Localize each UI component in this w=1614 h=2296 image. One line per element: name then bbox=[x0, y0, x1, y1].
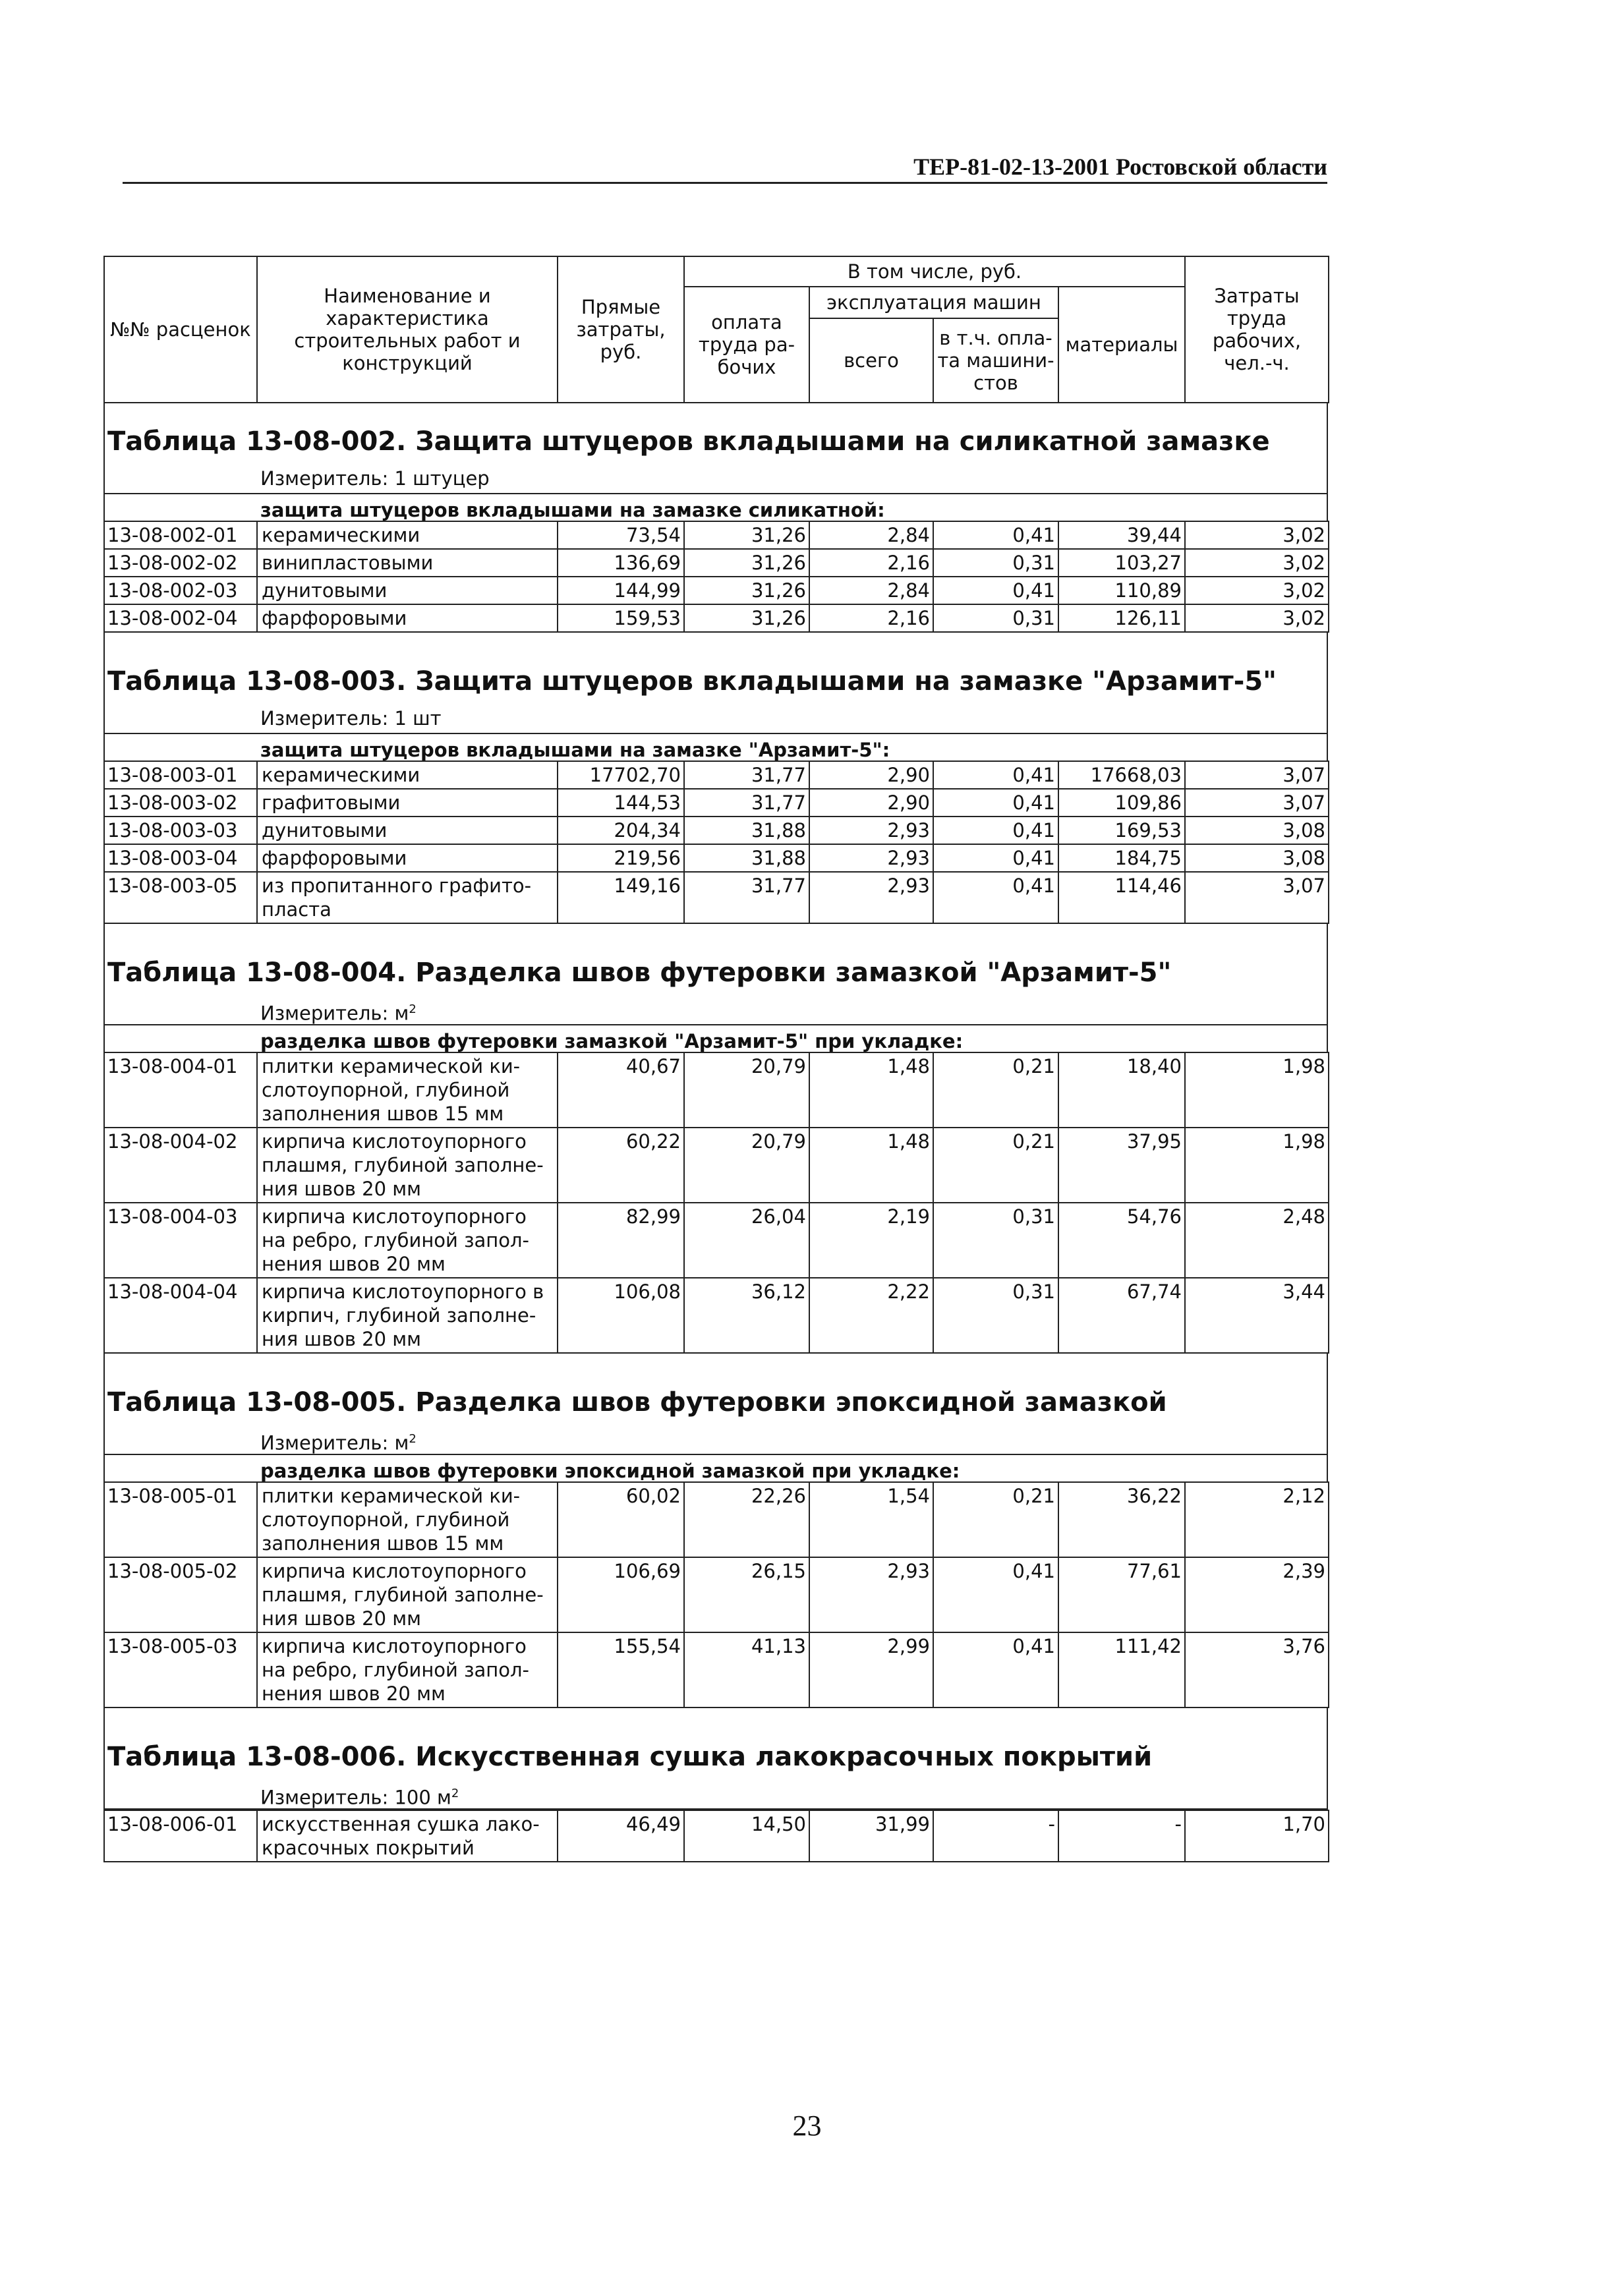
work-name-cell: кирпича кислотоупорного плашмя, глубиной заполне-ния швов 20 мм bbox=[257, 1128, 558, 1203]
machines-pay-cell: 0,41 bbox=[933, 872, 1058, 923]
machines-total-cell: 2,93 bbox=[809, 844, 933, 872]
table-row bbox=[104, 577, 1329, 604]
labor-pay-cell: 41,13 bbox=[684, 1632, 809, 1708]
materials-cell: 110,89 bbox=[1058, 577, 1185, 604]
meter-text: Измеритель: м bbox=[260, 1002, 409, 1025]
work-name-cell: винипластовыми bbox=[257, 549, 558, 577]
labor-hours-cell: 3,08 bbox=[1185, 817, 1329, 844]
direct-costs-cell: 60,22 bbox=[558, 1128, 684, 1203]
section-group-heading: разделка швов футеровки замазкой "Арзамит-5" при укладке: bbox=[103, 1025, 1328, 1052]
header-labor-pay: оплата труда ра-бочих bbox=[684, 287, 809, 403]
machines-total-cell: 2,19 bbox=[809, 1203, 933, 1278]
table-row bbox=[104, 761, 1329, 789]
rate-code-cell: 13-08-003-02 bbox=[104, 789, 257, 817]
direct-costs-cell: 219,56 bbox=[558, 844, 684, 872]
direct-costs-cell: 204,34 bbox=[558, 817, 684, 844]
machines-pay-cell: 0,31 bbox=[933, 604, 1058, 632]
section-gap bbox=[103, 1354, 1328, 1380]
rate-code-cell: 13-08-005-01 bbox=[104, 1482, 257, 1557]
header-machines: эксплуатация машин bbox=[809, 287, 1058, 318]
table-row bbox=[104, 789, 1329, 817]
section-gap bbox=[103, 633, 1328, 659]
machines-pay-cell: 0,41 bbox=[933, 521, 1058, 549]
labor-pay-cell: 31,77 bbox=[684, 872, 809, 923]
table-row bbox=[104, 872, 1329, 923]
machines-total-cell: 1,48 bbox=[809, 1052, 933, 1128]
machines-total-cell: 2,93 bbox=[809, 872, 933, 923]
work-name-cell: плитки керамической ки-слотоупорной, глубиной заполнения швов 15 мм bbox=[257, 1482, 558, 1557]
machines-total-cell: 1,54 bbox=[809, 1482, 933, 1557]
rates-table bbox=[103, 1481, 1329, 1708]
machines-total-cell: 2,84 bbox=[809, 577, 933, 604]
direct-costs-cell: 144,99 bbox=[558, 577, 684, 604]
table-row bbox=[104, 1632, 1329, 1708]
table-row bbox=[104, 1052, 1329, 1128]
labor-pay-cell: 31,88 bbox=[684, 844, 809, 872]
section-meter bbox=[103, 464, 1328, 494]
section-group-heading: разделка швов футеровки эпоксидной замазкой при укладке: bbox=[103, 1455, 1328, 1481]
machines-pay-cell: 0,41 bbox=[933, 844, 1058, 872]
labor-hours-cell: 1,70 bbox=[1185, 1810, 1329, 1862]
rate-code-cell: 13-08-002-02 bbox=[104, 549, 257, 577]
machines-total-cell: 2,16 bbox=[809, 604, 933, 632]
header-including: В том числе, руб. bbox=[684, 256, 1185, 287]
rate-code-cell: 13-08-006-01 bbox=[104, 1810, 257, 1862]
labor-hours-cell: 2,39 bbox=[1185, 1557, 1329, 1632]
labor-hours-cell: 3,76 bbox=[1185, 1632, 1329, 1708]
rate-code-cell: 13-08-004-03 bbox=[104, 1203, 257, 1278]
rates-table bbox=[103, 1810, 1329, 1862]
table-row bbox=[104, 844, 1329, 872]
running-header bbox=[123, 153, 1327, 184]
page-number: 23 bbox=[792, 2109, 822, 2142]
header-name: Наименование и характеристика строительных работ и конструкций bbox=[257, 256, 558, 403]
section-gap bbox=[103, 1708, 1328, 1735]
machines-total-cell: 31,99 bbox=[809, 1810, 933, 1862]
labor-hours-cell: 3,07 bbox=[1185, 761, 1329, 789]
rate-code-cell: 13-08-003-04 bbox=[104, 844, 257, 872]
labor-pay-cell: 14,50 bbox=[684, 1810, 809, 1862]
labor-pay-cell: 31,26 bbox=[684, 549, 809, 577]
rate-code-cell: 13-08-002-01 bbox=[104, 521, 257, 549]
labor-hours-cell: 2,48 bbox=[1185, 1203, 1329, 1278]
table-row bbox=[104, 1810, 1329, 1862]
materials-cell: 17668,03 bbox=[1058, 761, 1185, 789]
labor-pay-cell: 31,26 bbox=[684, 577, 809, 604]
materials-cell: 39,44 bbox=[1058, 521, 1185, 549]
machines-pay-cell: 0,21 bbox=[933, 1052, 1058, 1128]
work-name-cell: фарфоровыми bbox=[257, 604, 558, 632]
direct-costs-cell: 155,54 bbox=[558, 1632, 684, 1708]
section-title: Таблица 13-08-006. Искусственная сушка лакокрасочных покрытий bbox=[103, 1735, 1328, 1779]
machines-total-cell: 2,90 bbox=[809, 789, 933, 817]
labor-hours-cell: 2,12 bbox=[1185, 1482, 1329, 1557]
header-machines-pay: в т.ч. опла-та машини-стов bbox=[933, 318, 1058, 403]
machines-pay-cell: 0,31 bbox=[933, 1278, 1058, 1353]
rate-code-cell: 13-08-005-02 bbox=[104, 1557, 257, 1632]
labor-hours-cell: 3,02 bbox=[1185, 549, 1329, 577]
header-labor-cost: Затраты труда рабочих, чел.-ч. bbox=[1185, 256, 1329, 403]
running-header-text: ТЕР-81-02-13-2001 Ростовской области bbox=[913, 154, 1327, 180]
materials-cell: 184,75 bbox=[1058, 844, 1185, 872]
materials-cell: 18,40 bbox=[1058, 1052, 1185, 1128]
direct-costs-cell: 136,69 bbox=[558, 549, 684, 577]
work-name-cell: фарфоровыми bbox=[257, 844, 558, 872]
labor-pay-cell: 31,77 bbox=[684, 761, 809, 789]
rate-code-cell: 13-08-005-03 bbox=[104, 1632, 257, 1708]
machines-pay-cell: 0,41 bbox=[933, 1632, 1058, 1708]
machines-pay-cell: 0,41 bbox=[933, 761, 1058, 789]
meter-text: Измеритель: м bbox=[260, 1431, 409, 1454]
materials-cell: 109,86 bbox=[1058, 789, 1185, 817]
machines-total-cell: 2,93 bbox=[809, 1557, 933, 1632]
section-meter bbox=[103, 1779, 1328, 1810]
rate-code-cell: 13-08-004-02 bbox=[104, 1128, 257, 1203]
labor-pay-cell: 31,88 bbox=[684, 817, 809, 844]
labor-pay-cell: 31,26 bbox=[684, 521, 809, 549]
meter-text: Измеритель: 1 шт bbox=[260, 707, 442, 730]
table-row bbox=[104, 549, 1329, 577]
rate-code-cell: 13-08-002-03 bbox=[104, 577, 257, 604]
labor-hours-cell: 3,02 bbox=[1185, 577, 1329, 604]
meter-text: Измеритель: 100 м bbox=[260, 1786, 451, 1809]
table-row bbox=[104, 1203, 1329, 1278]
materials-cell: 169,53 bbox=[1058, 817, 1185, 844]
materials-cell: 77,61 bbox=[1058, 1557, 1185, 1632]
labor-pay-cell: 36,12 bbox=[684, 1278, 809, 1353]
rates-table bbox=[103, 521, 1329, 633]
materials-cell: 114,46 bbox=[1058, 872, 1185, 923]
rate-code-cell: 13-08-004-04 bbox=[104, 1278, 257, 1353]
table-row bbox=[104, 817, 1329, 844]
machines-pay-cell: 0,41 bbox=[933, 817, 1058, 844]
materials-cell: 111,42 bbox=[1058, 1632, 1185, 1708]
machines-total-cell: 2,93 bbox=[809, 817, 933, 844]
work-name-cell: из пропитанного графито-пласта bbox=[257, 872, 558, 923]
section-gap bbox=[103, 924, 1328, 950]
materials-cell: 54,76 bbox=[1058, 1203, 1185, 1278]
work-name-cell: кирпича кислотоупорного на ребро, глубиной запол-нения швов 20 мм bbox=[257, 1632, 558, 1708]
rate-code-cell: 13-08-003-05 bbox=[104, 872, 257, 923]
work-name-cell: кирпича кислотоупорного на ребро, глубиной запол-нения швов 20 мм bbox=[257, 1203, 558, 1278]
machines-total-cell: 2,99 bbox=[809, 1632, 933, 1708]
direct-costs-cell: 159,53 bbox=[558, 604, 684, 632]
materials-cell: 103,27 bbox=[1058, 549, 1185, 577]
section-meter bbox=[103, 995, 1328, 1025]
work-name-cell: искусственная сушка лако-красочных покрытий bbox=[257, 1810, 558, 1862]
header-code: №№ расценок bbox=[104, 256, 257, 403]
labor-hours-cell: 1,98 bbox=[1185, 1128, 1329, 1203]
materials-cell: 126,11 bbox=[1058, 604, 1185, 632]
machines-pay-cell: 0,41 bbox=[933, 789, 1058, 817]
materials-cell: 67,74 bbox=[1058, 1278, 1185, 1353]
labor-hours-cell: 3,07 bbox=[1185, 872, 1329, 923]
section-meter bbox=[103, 704, 1328, 734]
work-name-cell: керамическими bbox=[257, 521, 558, 549]
table-row bbox=[104, 521, 1329, 549]
materials-cell: - bbox=[1058, 1810, 1185, 1862]
machines-pay-cell: 0,31 bbox=[933, 549, 1058, 577]
rate-code-cell: 13-08-004-01 bbox=[104, 1052, 257, 1128]
direct-costs-cell: 73,54 bbox=[558, 521, 684, 549]
rates-table bbox=[103, 1052, 1329, 1354]
section-gap bbox=[103, 403, 1328, 419]
machines-pay-cell: 0,31 bbox=[933, 1203, 1058, 1278]
direct-costs-cell: 144,53 bbox=[558, 789, 684, 817]
labor-hours-cell: 3,02 bbox=[1185, 521, 1329, 549]
machines-pay-cell: 0,21 bbox=[933, 1128, 1058, 1203]
work-name-cell: дунитовыми bbox=[257, 817, 558, 844]
meter-text: Измеритель: 1 штуцер bbox=[260, 467, 490, 490]
header-machines-total: всего bbox=[809, 318, 933, 403]
rate-code-cell: 13-08-003-03 bbox=[104, 817, 257, 844]
header-direct-costs: Прямые затраты, руб. bbox=[558, 256, 684, 403]
document-body bbox=[103, 256, 1328, 1862]
meter-unit-superscript: 2 bbox=[409, 1432, 417, 1446]
rate-code-cell: 13-08-003-01 bbox=[104, 761, 257, 789]
direct-costs-cell: 40,67 bbox=[558, 1052, 684, 1128]
work-name-cell: керамическими bbox=[257, 761, 558, 789]
meter-unit-superscript: 2 bbox=[409, 1002, 417, 1016]
table-row bbox=[104, 1128, 1329, 1203]
table-row bbox=[104, 1557, 1329, 1632]
section-title: Таблица 13-08-002. Защита штуцеров вкладышами на силикатной замазке bbox=[103, 419, 1328, 464]
direct-costs-cell: 60,02 bbox=[558, 1482, 684, 1557]
labor-pay-cell: 22,26 bbox=[684, 1482, 809, 1557]
labor-hours-cell: 1,98 bbox=[1185, 1052, 1329, 1128]
direct-costs-cell: 149,16 bbox=[558, 872, 684, 923]
rates-table bbox=[103, 761, 1329, 924]
machines-pay-cell: 0,21 bbox=[933, 1482, 1058, 1557]
labor-hours-cell: 3,08 bbox=[1185, 844, 1329, 872]
direct-costs-cell: 106,69 bbox=[558, 1557, 684, 1632]
section-group-heading: защита штуцеров вкладышами на замазке силикатной: bbox=[103, 494, 1328, 521]
header-materials: материалы bbox=[1058, 287, 1185, 403]
section-title: Таблица 13-08-004. Разделка швов футеровки замазкой "Арзамит-5" bbox=[103, 950, 1328, 995]
labor-hours-cell: 3,07 bbox=[1185, 789, 1329, 817]
section-title: Таблица 13-08-003. Защита штуцеров вкладышами на замазке "Арзамит-5" bbox=[103, 659, 1328, 704]
machines-pay-cell: 0,41 bbox=[933, 577, 1058, 604]
labor-hours-cell: 3,02 bbox=[1185, 604, 1329, 632]
work-name-cell: плитки керамической ки-слотоупорной, глубиной заполнения швов 15 мм bbox=[257, 1052, 558, 1128]
table-row bbox=[104, 604, 1329, 632]
machines-total-cell: 2,84 bbox=[809, 521, 933, 549]
machines-total-cell: 2,22 bbox=[809, 1278, 933, 1353]
labor-pay-cell: 26,04 bbox=[684, 1203, 809, 1278]
column-header-table bbox=[103, 256, 1329, 403]
meter-unit-superscript: 2 bbox=[451, 1787, 459, 1800]
labor-hours-cell: 3,44 bbox=[1185, 1278, 1329, 1353]
work-name-cell: кирпича кислотоупорного плашмя, глубиной заполне-ния швов 20 мм bbox=[257, 1557, 558, 1632]
work-name-cell: дунитовыми bbox=[257, 577, 558, 604]
rate-code-cell: 13-08-002-04 bbox=[104, 604, 257, 632]
table-row bbox=[104, 1482, 1329, 1557]
labor-pay-cell: 20,79 bbox=[684, 1052, 809, 1128]
sections-container bbox=[103, 403, 1328, 1862]
machines-total-cell: 1,48 bbox=[809, 1128, 933, 1203]
materials-cell: 37,95 bbox=[1058, 1128, 1185, 1203]
labor-pay-cell: 31,26 bbox=[684, 604, 809, 632]
machines-total-cell: 2,90 bbox=[809, 761, 933, 789]
machines-total-cell: 2,16 bbox=[809, 549, 933, 577]
labor-pay-cell: 31,77 bbox=[684, 789, 809, 817]
section-group-heading: защита штуцеров вкладышами на замазке "Арзамит-5": bbox=[103, 734, 1328, 761]
direct-costs-cell: 82,99 bbox=[558, 1203, 684, 1278]
direct-costs-cell: 17702,70 bbox=[558, 761, 684, 789]
materials-cell: 36,22 bbox=[1058, 1482, 1185, 1557]
machines-pay-cell: - bbox=[933, 1810, 1058, 1862]
work-name-cell: графитовыми bbox=[257, 789, 558, 817]
section-meter bbox=[103, 1425, 1328, 1455]
labor-pay-cell: 26,15 bbox=[684, 1557, 809, 1632]
table-row bbox=[104, 1278, 1329, 1353]
work-name-cell: кирпича кислотоупорного в кирпич, глубиной заполне-ния швов 20 мм bbox=[257, 1278, 558, 1353]
labor-pay-cell: 20,79 bbox=[684, 1128, 809, 1203]
section-title: Таблица 13-08-005. Разделка швов футеровки эпоксидной замазкой bbox=[103, 1380, 1328, 1425]
machines-pay-cell: 0,41 bbox=[933, 1557, 1058, 1632]
direct-costs-cell: 46,49 bbox=[558, 1810, 684, 1862]
direct-costs-cell: 106,08 bbox=[558, 1278, 684, 1353]
